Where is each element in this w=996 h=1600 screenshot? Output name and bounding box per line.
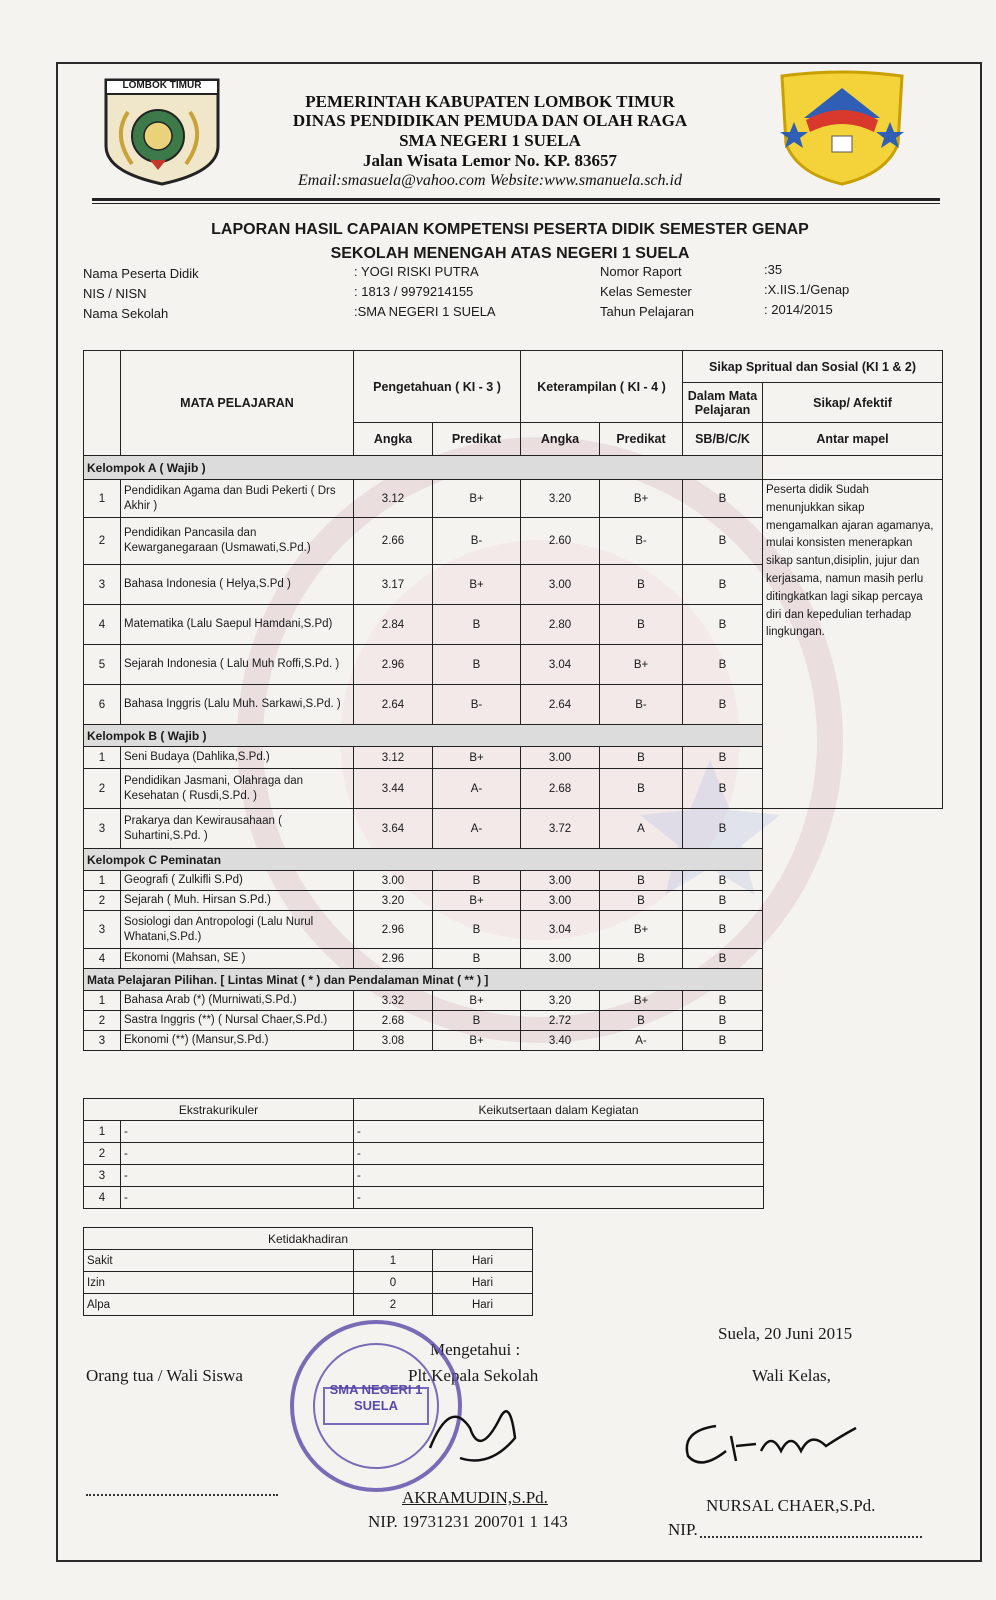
ekstra-ket: - [354, 1165, 764, 1187]
class-semester-label: Kelas Semester [600, 284, 692, 299]
col-afektif-header: Sikap/ Afektif [763, 383, 943, 423]
row-angka-ki4: 2.68 [521, 769, 600, 809]
row-predikat-ki4: B [600, 871, 683, 891]
homeroom-title: Wali Kelas, [752, 1366, 831, 1385]
student-name-value: : YOGI RISKI PUTRA [354, 264, 479, 279]
principal-signature-icon [420, 1388, 530, 1478]
col-mapel-header: MATA PELAJARAN [121, 351, 354, 456]
row-predikat-ki4: B [600, 769, 683, 809]
sikap-antar-mapel-text: Peserta didik Sudah menunjukkan sikap mengamalkan ajaran agamanya, mulai konsisten menerapkan sikap santun,disiplin, jujur dan kerjasama, namun masih perlu ditingkatkan lagi sikap percaya diri dan kepedulian terhadap lingkungan. [763, 480, 943, 809]
row-sikap: B [683, 1031, 763, 1051]
row-predikat-ki3: B [433, 949, 521, 969]
row-angka-ki4: 3.04 [521, 645, 600, 685]
header-government: PEMERINTAH KABUPATEN LOMBOK TIMUR [305, 92, 675, 111]
row-angka-ki4: 2.64 [521, 685, 600, 725]
raport-number-label: Nomor Raport [600, 264, 682, 279]
row-subject: Prakarya dan Kewirausahaan ( Suhartini,S.Pd. ) [121, 809, 354, 849]
ekstra-name: - [121, 1187, 354, 1209]
table-row [84, 891, 943, 911]
group-b-heading: Kelompok B ( Wajib ) [84, 725, 763, 747]
absence-unit: Hari [433, 1272, 533, 1294]
row-subject: Pendidikan Pancasila dan Kewarganegaraan (Usmawati,S.Pd.) [121, 518, 354, 565]
header-rule [92, 198, 940, 201]
row-no: 1 [84, 1121, 121, 1143]
row-subject: Sejarah Indonesia ( Lalu Muh Roffi,S.Pd. ) [121, 645, 354, 685]
row-sikap: B [683, 480, 763, 518]
ekstra-ket: - [354, 1121, 764, 1143]
col-predikat-2: Predikat [600, 423, 683, 456]
extracurricular-table [83, 1098, 764, 1209]
principal-nip: NIP. 19731231 200701 1 143 [368, 1512, 568, 1531]
homeroom-nip: NIP. [668, 1520, 698, 1539]
row-predikat-ki3: A- [433, 769, 521, 809]
row-no: 4 [84, 1187, 121, 1209]
raport-number-value: :35 [764, 262, 783, 277]
row-no: 2 [84, 518, 121, 565]
row-angka-ki3: 3.12 [354, 480, 433, 518]
ekstra-ket: - [354, 1187, 764, 1209]
col-predikat-1: Predikat [433, 423, 521, 456]
row-predikat-ki4: A [600, 809, 683, 849]
row-subject: Bahasa Arab (*) (Murniwati,S.Pd.) [121, 991, 354, 1011]
row-no: 1 [84, 747, 121, 769]
absence-header: Ketidakhadiran [84, 1228, 533, 1250]
row-sikap: B [683, 911, 763, 949]
row-sikap: B [683, 605, 763, 645]
row-no: 4 [84, 605, 121, 645]
row-angka-ki3: 2.64 [354, 685, 433, 725]
logo-left-label: LOMBOK TIMUR [122, 80, 202, 91]
header-school-name: SMA NEGERI 1 SUELA [399, 131, 581, 150]
row-predikat-ki3: B+ [433, 565, 521, 605]
row-angka-ki4: 2.80 [521, 605, 600, 645]
col-angka-1: Angka [354, 423, 433, 456]
student-nis-label: NIS / NISN [83, 286, 147, 301]
row-no: 2 [84, 1143, 121, 1165]
row-predikat-ki3: B+ [433, 1031, 521, 1051]
group-a-heading: Kelompok A ( Wajib ) [84, 456, 763, 480]
row-no: 4 [84, 949, 121, 969]
table-row [84, 1165, 764, 1187]
col-angka-2: Angka [521, 423, 600, 456]
ekstra-name: - [121, 1143, 354, 1165]
table-row [84, 1187, 764, 1209]
row-predikat-ki3: B [433, 1011, 521, 1031]
absence-label: Alpa [84, 1294, 354, 1316]
table-row [84, 809, 943, 849]
row-angka-ki4: 3.00 [521, 747, 600, 769]
row-angka-ki4: 2.60 [521, 518, 600, 565]
col-sbbck: SB/B/C/K [683, 423, 763, 456]
row-predikat-ki4: B- [600, 685, 683, 725]
row-predikat-ki4: B+ [600, 645, 683, 685]
row-predikat-ki4: A- [600, 1031, 683, 1051]
row-predikat-ki3: B+ [433, 891, 521, 911]
row-subject: Matematika (Lalu Saepul Hamdani,S.Pd) [121, 605, 354, 645]
row-angka-ki4: 3.40 [521, 1031, 600, 1051]
principal-name: AKRAMUDIN,S.Pd. [402, 1488, 548, 1507]
absence-unit: Hari [433, 1294, 533, 1316]
ekstra-name: - [121, 1165, 354, 1187]
row-no: 3 [84, 565, 121, 605]
parent-label: Orang tua / Wali Siswa [86, 1366, 243, 1385]
absence-value: 2 [354, 1294, 433, 1316]
row-angka-ki4: 3.00 [521, 871, 600, 891]
row-no: 3 [84, 809, 121, 849]
absence-table [83, 1227, 533, 1316]
school-logo-icon [774, 70, 910, 188]
table-row [84, 1011, 943, 1031]
row-predikat-ki4: B- [600, 518, 683, 565]
school-name-label: Nama Sekolah [83, 306, 169, 321]
report-subtitle: SEKOLAH MENENGAH ATAS NEGERI 1 SUELA [330, 245, 690, 262]
absence-unit: Hari [433, 1250, 533, 1272]
row-sikap: B [683, 891, 763, 911]
header-department: DINAS PENDIDIKAN PEMUDA DAN OLAH RAGA [292, 111, 688, 130]
table-row [84, 480, 943, 518]
class-semester-value: :X.IIS.1/Genap [764, 282, 850, 297]
row-predikat-ki4: B+ [600, 480, 683, 518]
header-address: Jalan Wisata Lemor No. KP. 83657 [363, 151, 617, 170]
row-angka-ki3: 2.66 [354, 518, 433, 565]
table-row [84, 871, 943, 891]
row-predikat-ki4: B+ [600, 911, 683, 949]
parent-signature-line [86, 1494, 278, 1496]
col-keterampilan-header: Keterampilan ( KI - 4 ) [521, 351, 683, 423]
row-sikap: B [683, 1011, 763, 1031]
row-angka-ki3: 2.68 [354, 1011, 433, 1031]
homeroom-nip-line [700, 1536, 922, 1538]
row-no: 3 [84, 911, 121, 949]
table-row [84, 1031, 943, 1051]
row-sikap: B [683, 565, 763, 605]
place-date: Suela, 20 Juni 2015 [718, 1324, 853, 1343]
col-sikap-header: Sikap Spritual dan Sosial (KI 1 & 2) [683, 351, 943, 383]
row-sikap: B [683, 747, 763, 769]
row-sikap: B [683, 769, 763, 809]
row-angka-ki4: 3.20 [521, 480, 600, 518]
row-predikat-ki3: B [433, 911, 521, 949]
group-a-spacer [763, 456, 943, 480]
row-subject: Seni Budaya (Dahlika,S.Pd.) [121, 747, 354, 769]
row-subject: Sejarah ( Muh. Hirsan S.Pd.) [121, 891, 354, 911]
row-angka-ki4: 2.72 [521, 1011, 600, 1031]
row-predikat-ki3: A- [433, 809, 521, 849]
table-row [84, 1250, 533, 1272]
table-row [84, 1121, 764, 1143]
col-pengetahuan-header: Pengetahuan ( KI - 3 ) [354, 351, 521, 423]
row-angka-ki4: 3.04 [521, 911, 600, 949]
col-dalam-mapel-header: Dalam Mata Pelajaran [683, 383, 763, 423]
row-angka-ki3: 2.96 [354, 949, 433, 969]
row-angka-ki3: 3.08 [354, 1031, 433, 1051]
mengetahui-label: Mengetahui : [430, 1340, 521, 1359]
row-angka-ki4: 3.20 [521, 991, 600, 1011]
table-row [84, 911, 943, 949]
report-title: LAPORAN HASIL CAPAIAN KOMPETENSI PESERTA DIDIK SEMESTER GENAP [211, 221, 809, 238]
row-predikat-ki4: B [600, 747, 683, 769]
principal-title: Plt.Kepala Sekolah [408, 1366, 539, 1385]
homeroom-signature-icon [676, 1416, 866, 1476]
group-c-heading: Kelompok C Peminatan [84, 849, 763, 871]
row-no: 5 [84, 645, 121, 685]
row-predikat-ki3: B [433, 871, 521, 891]
row-angka-ki4: 3.00 [521, 891, 600, 911]
table-row [84, 949, 943, 969]
row-angka-ki3: 3.64 [354, 809, 433, 849]
row-sikap: B [683, 518, 763, 565]
row-angka-ki3: 3.44 [354, 769, 433, 809]
row-sikap: B [683, 991, 763, 1011]
row-sikap: B [683, 645, 763, 685]
table-row [84, 991, 943, 1011]
academic-year-label: Tahun Pelajaran [600, 304, 694, 319]
row-subject: Pendidikan Jasmani, Olahraga dan Kesehatan ( Rusdi,S.Pd. ) [121, 769, 354, 809]
row-no: 1 [84, 871, 121, 891]
row-subject: Geografi ( Zulkifli S.Pd) [121, 871, 354, 891]
group-d-heading: Mata Pelajaran Pilihan. [ Lintas Minat ( * ) dan Pendalaman Minat ( ** ) ] [84, 969, 763, 991]
row-angka-ki4: 3.00 [521, 949, 600, 969]
absence-value: 1 [354, 1250, 433, 1272]
homeroom-name: NURSAL CHAER,S.Pd. [706, 1496, 876, 1515]
row-subject: Sastra Inggris (**) ( Nursal Chaer,S.Pd.) [121, 1011, 354, 1031]
row-predikat-ki3: B- [433, 518, 521, 565]
header-contact: Email:smasuela@vahoo.com Website:www.smanuela.sch.id [297, 172, 682, 189]
absence-label: Sakit [84, 1250, 354, 1272]
row-sikap: B [683, 685, 763, 725]
ekstra-ket: - [354, 1143, 764, 1165]
student-nis-value: : 1813 / 9979214155 [354, 284, 474, 299]
row-angka-ki3: 3.32 [354, 991, 433, 1011]
row-angka-ki3: 3.20 [354, 891, 433, 911]
row-predikat-ki3: B+ [433, 991, 521, 1011]
row-no: 3 [84, 1031, 121, 1051]
keikutsertaan-header: Keikutsertaan dalam Kegiatan [354, 1099, 764, 1121]
row-angka-ki3: 3.12 [354, 747, 433, 769]
absence-label: Izin [84, 1272, 354, 1294]
header-rule-thin [92, 203, 940, 204]
ekstra-header: Ekstrakurikuler [84, 1099, 354, 1121]
row-sikap: B [683, 871, 763, 891]
row-no: 3 [84, 1165, 121, 1187]
row-no: 2 [84, 1011, 121, 1031]
ekstra-name: - [121, 1121, 354, 1143]
row-subject: Bahasa Indonesia ( Helya,S.Pd ) [121, 565, 354, 605]
row-angka-ki3: 2.84 [354, 605, 433, 645]
academic-year-value: : 2014/2015 [764, 302, 833, 317]
row-no: 2 [84, 891, 121, 911]
row-subject: Pendidikan Agama dan Budi Pekerti ( Drs Akhir ) [121, 480, 354, 518]
row-no: 1 [84, 991, 121, 1011]
table-row [84, 1143, 764, 1165]
row-angka-ki3: 3.17 [354, 565, 433, 605]
row-predikat-ki4: B [600, 891, 683, 911]
row-angka-ki4: 3.00 [521, 565, 600, 605]
row-no: 1 [84, 480, 121, 518]
row-sikap: B [683, 949, 763, 969]
row-sikap: B [683, 809, 763, 849]
row-predikat-ki3: B+ [433, 747, 521, 769]
row-predikat-ki3: B [433, 605, 521, 645]
row-predikat-ki4: B [600, 1011, 683, 1031]
row-predikat-ki3: B+ [433, 480, 521, 518]
col-antar-mapel: Antar mapel [763, 423, 943, 456]
row-subject: Ekonomi (**) (Mansur,S.Pd.) [121, 1031, 354, 1051]
student-name-label: Nama Peserta Didik [83, 266, 199, 281]
row-subject: Ekonomi (Mahsan, SE ) [121, 949, 354, 969]
table-row [84, 1272, 533, 1294]
row-subject: Bahasa Inggris (Lalu Muh. Sarkawi,S.Pd. ) [121, 685, 354, 725]
row-angka-ki3: 3.00 [354, 871, 433, 891]
row-angka-ki3: 2.96 [354, 645, 433, 685]
row-predikat-ki4: B [600, 605, 683, 645]
row-no: 6 [84, 685, 121, 725]
row-predikat-ki3: B- [433, 685, 521, 725]
row-predikat-ki4: B+ [600, 991, 683, 1011]
school-name-value: :SMA NEGERI 1 SUELA [354, 304, 496, 319]
absence-value: 0 [354, 1272, 433, 1294]
row-subject: Sosiologi dan Antropologi (Lalu Nurul Whatani,S.Pd.) [121, 911, 354, 949]
table-row [84, 1294, 533, 1316]
grades-table [83, 350, 943, 1051]
col-no [84, 351, 121, 456]
row-predikat-ki4: B [600, 949, 683, 969]
row-angka-ki4: 3.72 [521, 809, 600, 849]
row-no: 2 [84, 769, 121, 809]
stamp-text: SMA NEGERI 1 SUELA [329, 1382, 423, 1413]
row-predikat-ki4: B [600, 565, 683, 605]
row-angka-ki3: 2.96 [354, 911, 433, 949]
row-predikat-ki3: B [433, 645, 521, 685]
